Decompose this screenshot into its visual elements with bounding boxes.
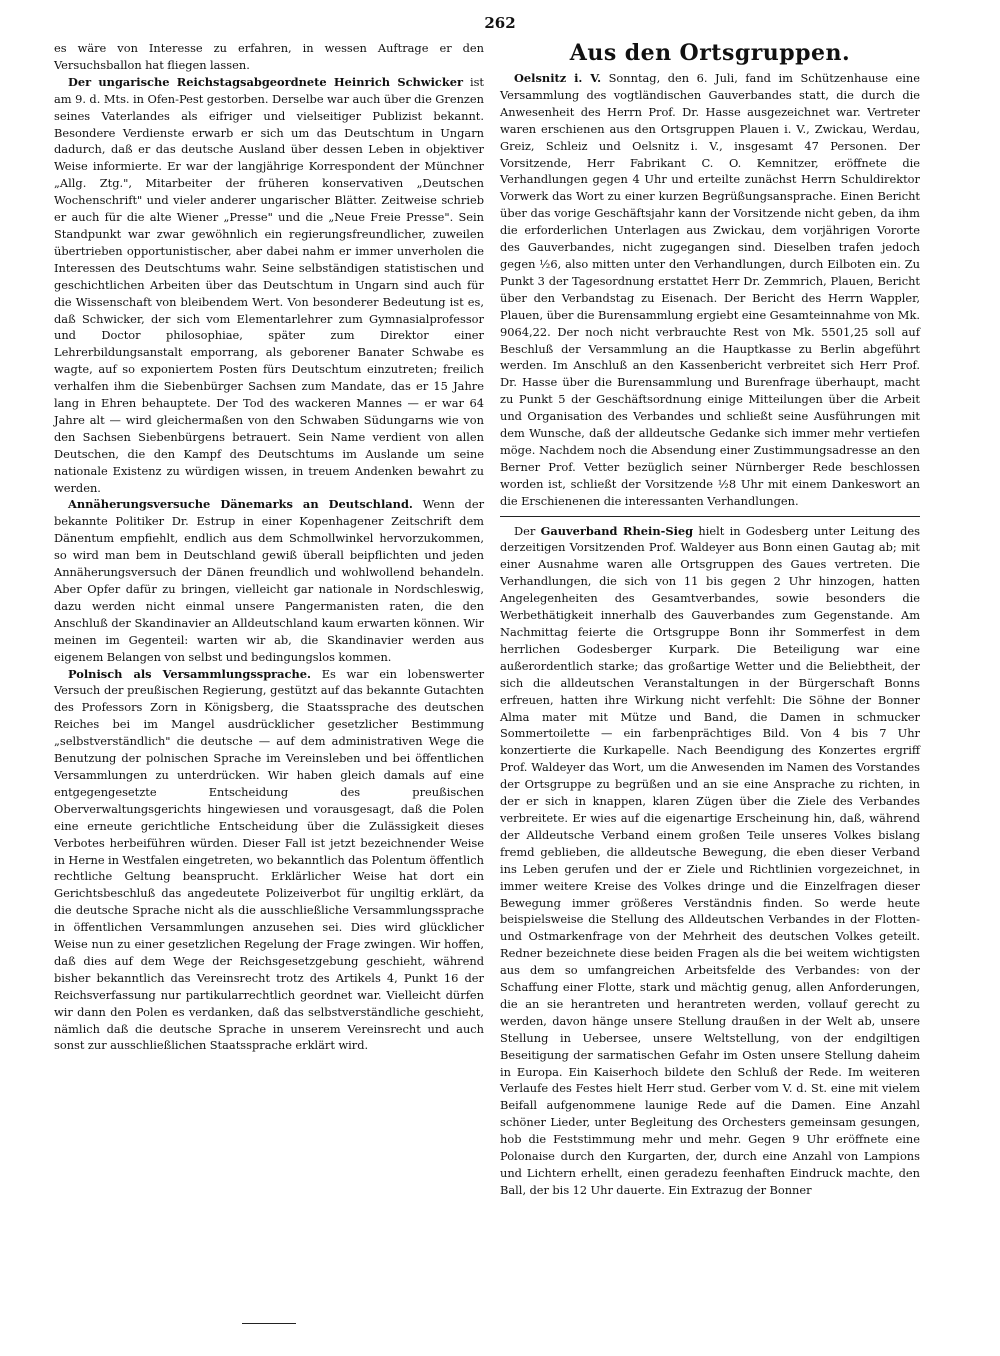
article-heading: Der ungarische Reichstagsabgeordnete Heinrich Schwicker (68, 74, 463, 89)
article-rhein-sieg (500, 523, 920, 1199)
left-column (54, 40, 484, 1054)
right-column (500, 40, 920, 1199)
section-heading: Aus den Ortsgruppen. (569, 40, 851, 66)
article-daenemark (54, 496, 484, 665)
article-schwicker (54, 74, 484, 497)
article-heading: Polnisch als Versammlungssprache. (68, 666, 311, 681)
article-body: Wenn der bekannte Politiker Dr. Estrup in einer Kopenhagener Zeitschrift dem Dänentum empfiehlt, endlich aus dem Schmollwinkel hervorzukommen, so wird man bem in Deutschland gewiß überall beipflichten und jeden Annäherungsversuch der Dänen freundlich und wohlwollend behandeln. Aber Opfer dafür zu bringen, vielleicht gar nationale in Nordschleswig, dazu werden nicht einmal unsere Pangermanisten raten, die den Anschluß der Skandinavier an Alldeutschland kaum erwarten können. Wir meinen im Gegenteil: warten wir ab, die Skandinavier werden aus eigenem Belangen von selbst und bedingungslos kommen. (54, 497, 485, 664)
article-body: Es war ein lobenswerter Versuch der preußischen Regierung, gestützt auf das bekannte Gutachten des Professors Zorn in Königsberg, die Staatssprache des deutschen Reiches bei im Mangel ausdrücklicher gesetzlicher Bestimmung „selbstverständlich" die deutsche — auf dem administrativen Wege die Benutzung der polnischen Sprache im Vereinsleben und bei öffentlichen Versammlungen zu unterdrücken. Wir haben gleich damals auf eine entgegengesetzte Entscheidung des preußischen Oberverwaltungsgerichts hingewiesen und vorausgesagt, daß die Polen eine erneute gerichtliche Entscheidung über die Zulässigkeit dieses Verbotes herbeiführen würden. Dieser Fall ist jetzt bezeichnender Weise in Herne in Westfalen eingetreten, wo bekanntlich das Polentum öffentlich rechtliche Geltung beansprucht. Erklärlicher Weise hat dort ein Gerichtsbeschluß das angedeutete Polizeiverbot für ungiltig erklärt, da die deutsche Sprache nicht als die ausschließliche Versammlungssprache in öffentlichen Versammlungen anzusehen sei. Dies wird glücklicher Weise nun zu einer gesetzlichen Regelung der Frage zwingen. Wir hoffen, daß dies auf dem Wege der Reichsgesetzgebung geschieht, während bisher bekanntlich das Vereinsrecht trotz des Artikels 4, Punkt 16 der Reichsverfassung nur partikularrechtlich geordnet war. Vielleicht dürfen wir dann den Polen es verdanken, daß das selbstverständliche geschieht, nämlich daß die deutsche Sprache in unserem Vereinsrecht und auch sonst zur ausschließlichen Staatssprache erklärt wird. (54, 666, 485, 1053)
article-heading: Gauverband Rhein-Sieg (540, 523, 694, 538)
article-body: Sonntag, den 6. Juli, fand im Schützenhause eine Versammlung des vogtländischen Gauverbandes statt, die durch die Anwesenheit des Herrn Prof. Dr. Hasse ausgezeichnet war. Vertreter waren erschienen aus den Ortsgruppen Plauen i. V., Zwickau, Werdau, Greiz, Schleiz und Oelsnitz i. V., insgesamt 47 Personen. Der Vorsitzende, Herr Fabrikant C. O. Kemnitzer, eröffnete die Verhandlungen gegen 4 Uhr und erteilte zunächst Herrn Schuldirektor Vorwerk das Wort zu einer kurzen Begrüßungsansprache. Einen Bericht über das vorige Geschäftsjahr kann der Vorsitzende nicht geben, da ihm die erforderlichen Unterlagen aus Zwickau, dem vorjährigen Vororte des Gauverbandes, nicht zugegangen sind. Dieselben trafen jedoch gegen ½6, also mitten unter den Verhandlungen, durch Eilboten ein. Zu Punkt 3 der Tagesordnung erstattet Herr Dr. Zemmrich, Plauen, Bericht über den Verbandstag zu Eisenach. Der Bericht des Herrn Wappler, Plauen, über die Burensammlung ergiebt eine Gesamteinnahme von Mk. 9064,22. Der noch nicht verbrauchte Rest von Mk. 5501,25 soll auf Beschluß der Versammlung an die Hauptkasse zu Berlin abgeführt werden. Im Anschluß an den Kassenbericht verbreitet sich Herr Prof. Dr. Hasse über die Burensammlung und Burenfrage überhaupt, macht zu Punkt 5 der Geschäftsordnung einige Mitteilungen über die Arbeit und Organisation des Verbandes und schließt seine Ausführungen mit dem Wunsche, daß der alldeutsche Gedanke sich immer mehr vertiefen möge. Nachdem noch die Absendung einer Zustimmungsadresse an den Berner Prof. Vetter bezüglich seiner Nürnberger Rede beschlossen worden ist, schließt der Vorsitzende ½8 Uhr mit einem Dankeswort an die Erschienenen die interessanten Verhandlungen. (500, 71, 920, 508)
article-lead: Der (514, 523, 536, 538)
article-heading: Annäherungsversuche Dänemarks an Deutschland. (68, 497, 413, 512)
article-oelsnitz (500, 70, 920, 510)
article-body: hielt in Godesberg unter Leitung des derzeitigen Vorsitzenden Prof. Waldeyer aus Bonn einen Gautag ab; mit einer Ausnahme waren alle Ortsgruppen des Gaues vertreten. Die Verhandlungen, die sich von 11 bis gegen 2 Uhr hinzogen, hatten Angelegenheiten des Gesamtverbandes, sowie besonders die Werbethätigkeit innerhalb des Gauverbandes zum Gegenstande. Am Nachmittag feierte die Ortsgruppe Bonn ihr Sommerfest in dem herrlichen Godesberger Kurpark. Die Beteiligung war eine außerordentlich starke; das großartige Wetter und die Beliebtheit, der sich die alldeutschen Veranstaltungen in der Bürgerschaft Bonns erfreuen, hatten ihre Wirkung nicht verfehlt: Die Söhne der Bonner Alma mater mit Mütze und Band, die Damen in schmucker Sommertoilette — ein farbenprächtiges Bild. Von 4 bis 7 Uhr konzertierte die Kurkapelle. Nach Beendigung des Konzertes ergriff Prof. Waldeyer das Wort, um die Anwesenden im Namen des Vorstandes der Ortsgruppe zu begrüßen und an sie eine Ansprache zu richten, in der er sich in knappen, klaren Zügen über die Ziele des Verbandes verbreitete. Er wies auf die eigenartige Erscheinung hin, daß, während der Alldeutsche Verband einem großen Teile unseres Volkes bislang fremd geblieben, die alldeutsche Bewegung, die eben dieser Verband ins Leben gerufen und der er Ziele und Richtlinien vorgezeichnet, in immer weitere Kreise des Volkes dringe und die Einzelfragen dieser Bewegung immer größeres Verständnis finden. So werde heute beispielsweise die Stellung des Alldeutschen Verbandes in der Flotten- und Ostmarkenfrage von der Mehrheit des deutschen Volkes geteilt. Redner bezeichnete diese beiden Fragen als die bei weitem wichtigsten aus dem so umfangreichen Arbeitsfelde des Verbandes: von der Schaffung einer Flotte, stark und mächtig genug, allen Anforderungen, die an sie herantreten und herantreten werden, vollauf gerecht zu werden, davon hänge unsere Stellung draußen in der Welt ab, unsere Stellung in Uebersee, unsere Weltstellung, von der endgiltigen Beseitigung der sarmatischen Gefahr im Osten unsere Stellung daheim in Europa. Ein Kaiserhoch bildete den Schluß der Rede. Im weiteren Verlaufe des Festes hielt Herr stud. Gerber vom V. d. St. eine mit vielem Beifall aufgenommene launige Rede auf die Damen. Eine Anzahl schöner Lieder, unter Begleitung des Orchesters gemeinsam gesungen, hob die Feststimmung mehr und mehr. Gegen 9 Uhr eröffnete eine Polonaise durch den Kurgarten, der, durch eine Anzahl von Lampions und Lichtern erhellt, einen geradezu feenhaften Eindruck machte, den Ball, der bis 12 Uhr dauerte. Ein Extrazug der Bonner (500, 523, 921, 1197)
article-heading: Oelsnitz i. V. (514, 71, 602, 85)
end-rule (242, 1323, 296, 1324)
article-body: ist am 9. d. Mts. in Ofen-Pest gestorben. Derselbe war auch über die Grenzen seines Vaterlandes als eifriger und vielseitiger Publizist bekannt. Besondere Verdienste erwarb er sich um das Deutschtum in Ungarn dadurch, daß er das deutsche Ausland über dessen Leben in objektiver Weise informierte. Er war der langjährige Korrespondent der Münchner „Allg. Ztg.", Mitarbeiter der früheren konservativen „Deutschen Wochenschrift" und vieler anderer ungarischer Blätter. Zeitweise schrieb er auch für die alte Wiener „Presse" und die „Neue Freie Presse". Sein Standpunkt war zwar gewöhnlich ein regierungsfreundlicher, zuweilen übertrieben opportunistischer, aber dabei nahm er immer unverholen die Interessen des Deutschtums wahr. Seine selbständigen statistischen und geschichtlichen Arbeiten über das Deutschtum in Ungarn sind auch für die Wissenschaft von bleibendem Wert. Von besonderer Bedeutung ist es, daß Schwicker, der sich vom Elementarlehrer zum Gymnasialprofessor und Doctor philosophiae, später zum Direktor einer Lehrerbildungsanstalt emporrang, als geborener Banater Schwabe es wagte, auf so exponiertem Posten fürs Deutschtum einzutreten; freilich verhalfen ihm die Siebenbürger Sachsen zum Mandate, das er 15 Jahre lang in Ehren behauptete. Der Tod des wackeren Mannes — er war 64 Jahre alt — wird gleichermaßen von den Schwaben Südungarns wie von den Sachsen Siebenbürgens betrauert. Sein Name verdient von allen Deutschen, die den Kampf des Deutschtums im Auslande um seine nationale Existenz zu würdigen wissen, in treuem Andenken bewahrt zu werden. (54, 74, 485, 495)
page-number: 262 (484, 14, 516, 32)
article-polnisch (54, 666, 484, 1055)
article-separator (500, 516, 920, 517)
paragraph-continuation: es wäre von Interesse zu erfahren, in wessen Auftrage er den Versuchsballon hat fliegen lassen. (54, 41, 484, 72)
